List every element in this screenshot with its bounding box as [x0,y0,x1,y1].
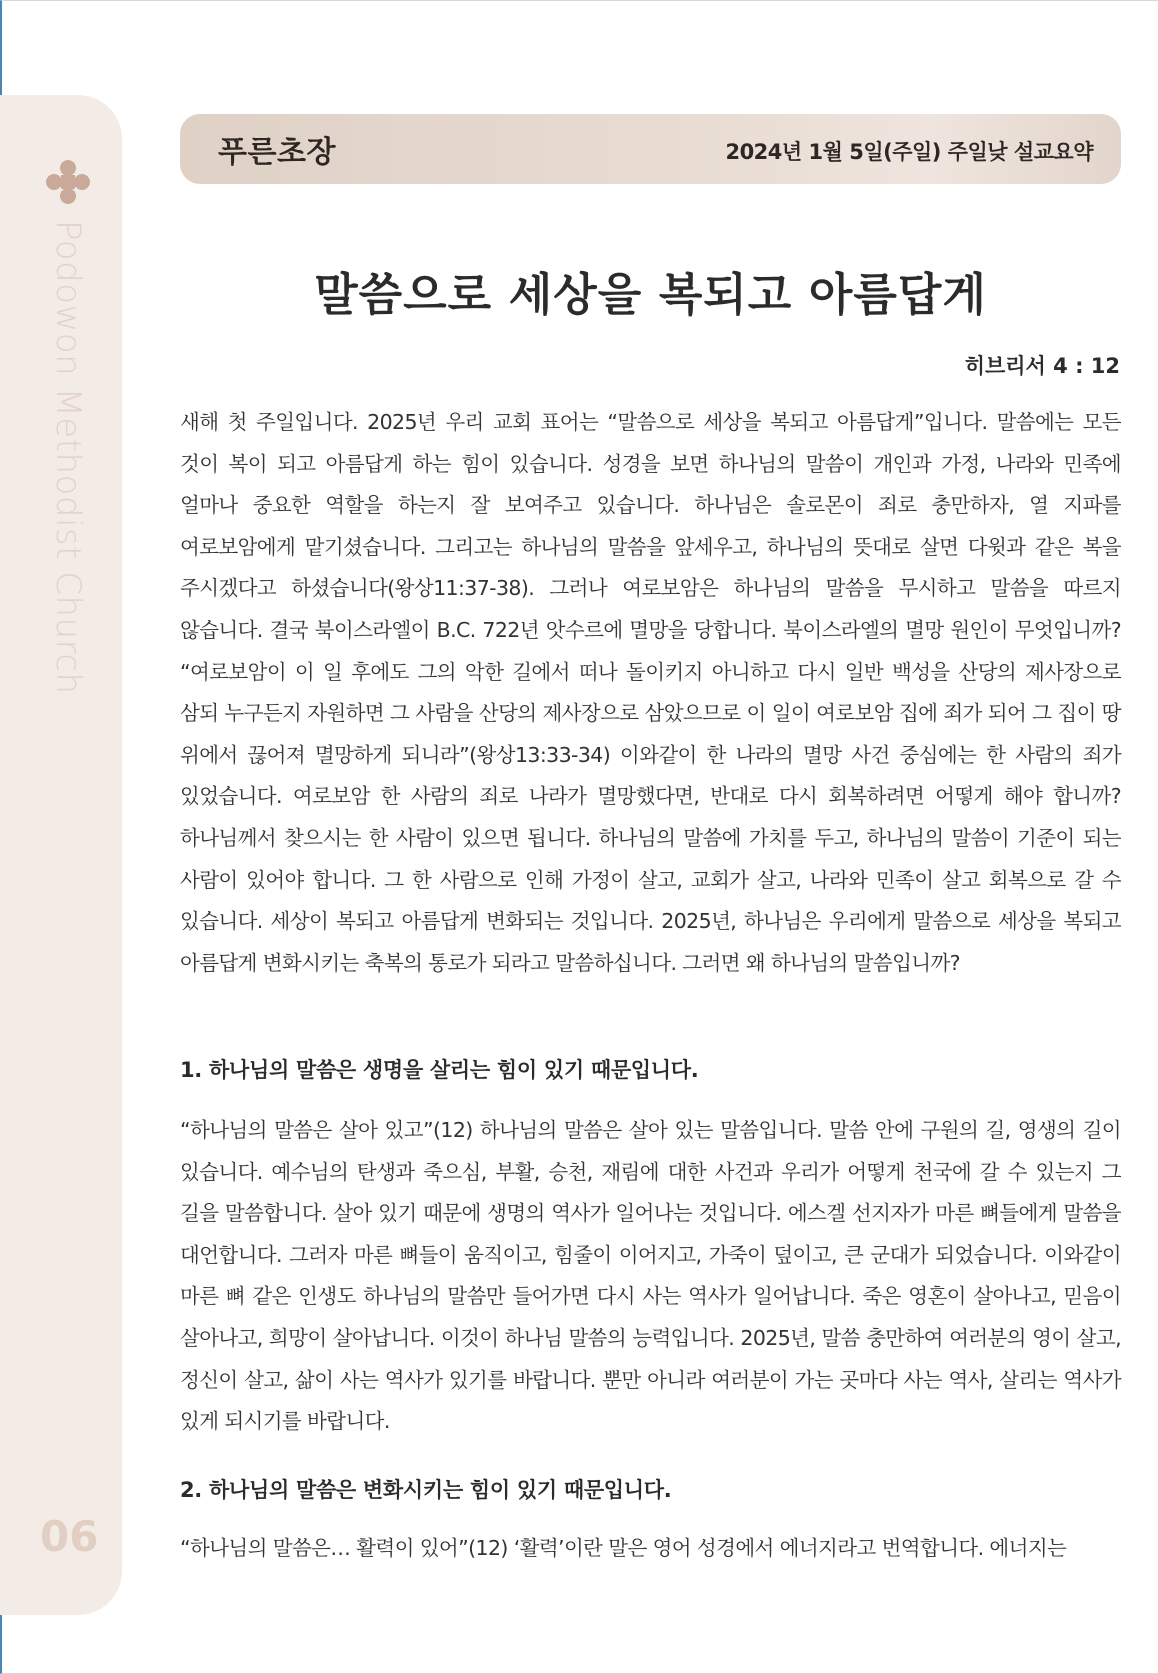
church-name-vertical: Podowon Methodist Church [48,220,88,695]
point-2-paragraph: “하나님의 말씀은… 활력이 있어”(12) ‘활력’이란 말은 영어 성경에서 에너지라고 번역합니다. 에너지는 [180,1536,1067,1560]
intro-paragraph: 새해 첫 주일입니다. 2025년 우리 교회 표어는 “말씀으로 세상을 복되고 아름답게”입니다. 말씀에는 모든 것이 복이 되고 아름답게 하는 힘이 있습니다. 성경을 보면 하나님의 말씀이 개인과 가정, 나라와 민족에 얼마나 중요한 역할을 하는지 잘 보여주고 있습니다. 하나님은 솔로몬이 죄로 충만하자, 열 지파를 여로보암에게 맡기셨습니다. 그리고는 하나님의 말씀을 앞세우고, 하나님의 뜻대로 살면 다윗과 같은 복을 주시겠다고 하셨습니다(왕상11:37-38). 그러나 여로보암은 하나님의 말씀을 무시하고 말씀을 따르지 않습니다. 결국 북이스라엘이 B.C. 722년 앗수르에 멸망을 당합니다. 북이스라엘의 멸망 원인이 무엇입니까? “여로보암이 이 일 후에도 그의 악한 길에서 떠나 돌이키지 아니하고 다시 일반 백성을 산당의 제사장으로 삼되 누구든지 자원하면 그 사람을 산당의 제사장으로 삼았으므로 이 일이 여로보암 집에 죄가 되어 그 집이 땅 위에서 끊어져 멸망하게 되니라”(왕상13:33-34) 이와같이 한 나라의 멸망 사건 중심에는 한 사람의 죄가 있었습니다. 여로보암 한 사람의 죄로 나라가 멸망했다면, 반대로 다시 회복하려면 어떻게 해야 합니까? 하나님께서 찾으시는 한 사람이 있으면 됩니다. 하나님의 말씀에 가치를 두고, 하나님의 말씀이 기준이 되는 사람이 있어야 합니다. 그 한 사람으로 인해 가정이 살고, 교회가 살고, 나라와 민족이 살고 회복으로 갈 수 있습니다. 세상이 복되고 아름답게 변화되는 것입니다. 2025년, 하나님은 우리에게 말씀으로 세상을 복되고 아름답게 변화시키는 축복의 통로가 되라고 말씀하십니다. 그러면 왜 하나님의 말씀입니까? [180,410,1121,975]
scripture-reference: 히브리서 4 : 12 [964,354,1120,378]
point-1-paragraph: “하나님의 말씀은 살아 있고”(12) 하나님의 말씀은 살아 있는 말씀입니다. 말씀 안에 구원의 길, 영생의 길이 있습니다. 예수님의 탄생과 죽으심, 부활, 승천, 재림에 대한 사건과 우리가 어떻게 천국에 갈 수 있는지 그 길을 말씀합니다. 살아 있기 때문에 생명의 역사가 일어나는 것입니다. 에스겔 선지자가 마른 뼈들에게 말씀을 대언합니다. 그러자 마른 뼈들이 움직이고, 힘줄이 이어지고, 가죽이 덮이고, 큰 군대가 되었습니다. 이와같이 마른 뼈 같은 인생도 하나님의 말씀만 들어가면 다시 사는 역사가 일어납니다. 죽은 영혼이 살아나고, 믿음이 살아나고, 희망이 살아납니다. 이것이 하나님 말씀의 능력입니다. 2025년, 말씀 충만하여 여러분의 영이 살고, 정신이 살고, 삶이 사는 역사가 있기를 바랍니다. 뿐만 아니라 여러분이 가는 곳마다 사는 역사, 살리는 역사가 있게 되시기를 바랍니다. [180,1118,1121,1434]
quatrefoil-cross-icon [44,158,92,206]
sermon-date: 2024년 1월 5일(주일) 주일낮 설교요약 [725,140,1093,164]
point-2-heading: 2. 하나님의 말씀은 변화시키는 힘이 있기 때문입니다. [180,1478,672,1502]
section-header-bar [180,114,1121,184]
section-title: 푸른초장 [218,135,336,170]
page-number: 06 [40,1512,99,1561]
sermon-title: 말씀으로 세상을 복되고 아름답게 [314,268,987,321]
point-1-heading: 1. 하나님의 말씀은 생명을 살리는 힘이 있기 때문입니다. [180,1058,699,1082]
